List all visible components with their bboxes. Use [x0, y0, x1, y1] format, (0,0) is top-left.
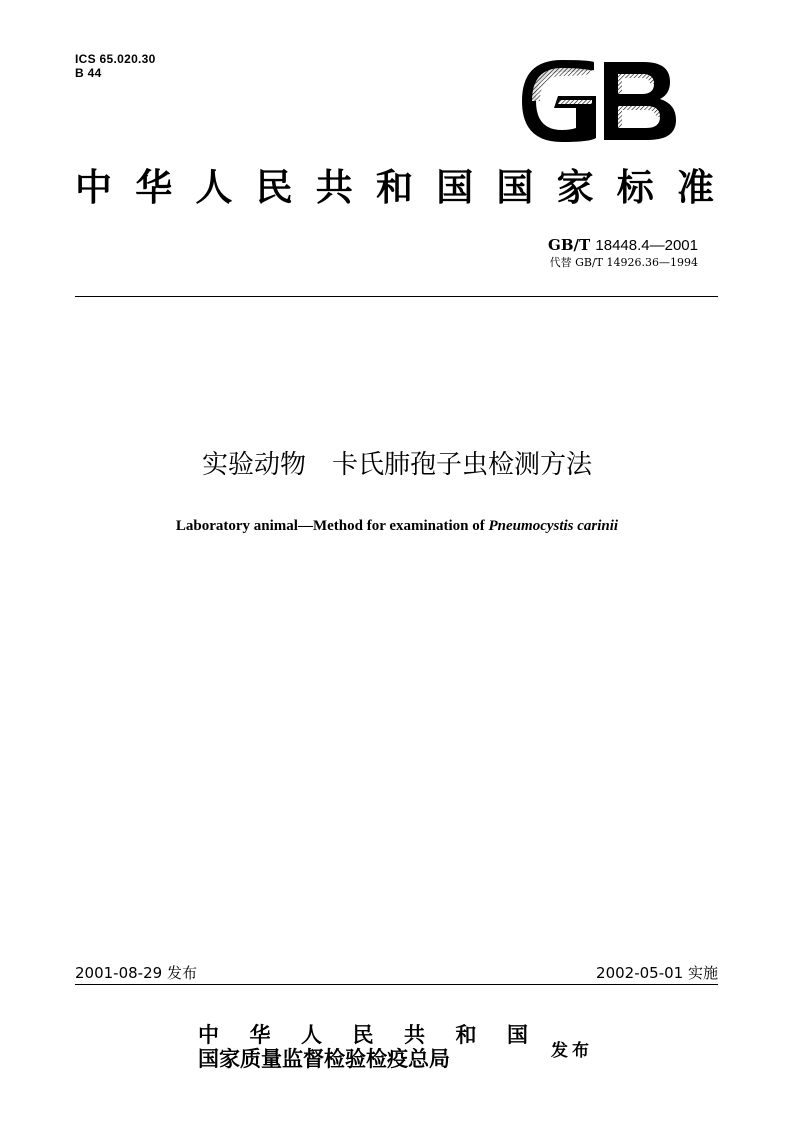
logo-letter-b	[604, 62, 676, 140]
publisher-line-1: 中华人民共和国	[198, 1022, 528, 1047]
standard-code	[548, 236, 698, 255]
logo-letter-g	[522, 60, 596, 142]
classification-codes	[75, 52, 156, 80]
publisher-line-2: 国家质量监督检验检疫总局	[198, 1046, 450, 1071]
title-english	[0, 516, 794, 536]
replaces-standard: 代替 GB/T 14926.36—1994	[549, 256, 698, 269]
gb-logo	[520, 60, 678, 142]
header-divider	[75, 296, 718, 297]
title-english-species: Pneumocystis carinii	[488, 518, 619, 534]
ccs-code: B 44	[75, 66, 102, 80]
title-english-main: Laboratory animal—Method for examination of	[175, 518, 489, 534]
implementation-date: 2002-05-01 实施	[596, 964, 718, 982]
standard-code-prefix: GB/T	[548, 236, 591, 254]
footer-divider	[75, 984, 718, 985]
standard-code-number: 18448.4—2001	[595, 237, 698, 254]
publish-action: 发布	[551, 1041, 593, 1061]
title-chinese: 实验动物 卡氏肺孢子虫检测方法	[201, 450, 592, 480]
publisher	[198, 1023, 528, 1071]
standard-name: 中华人民共和国国家标准	[75, 165, 718, 209]
issue-date: 2001-08-29 发布	[75, 964, 197, 982]
standard-code-block	[548, 236, 698, 270]
ics-code: ICS 65.020.30	[75, 52, 156, 66]
